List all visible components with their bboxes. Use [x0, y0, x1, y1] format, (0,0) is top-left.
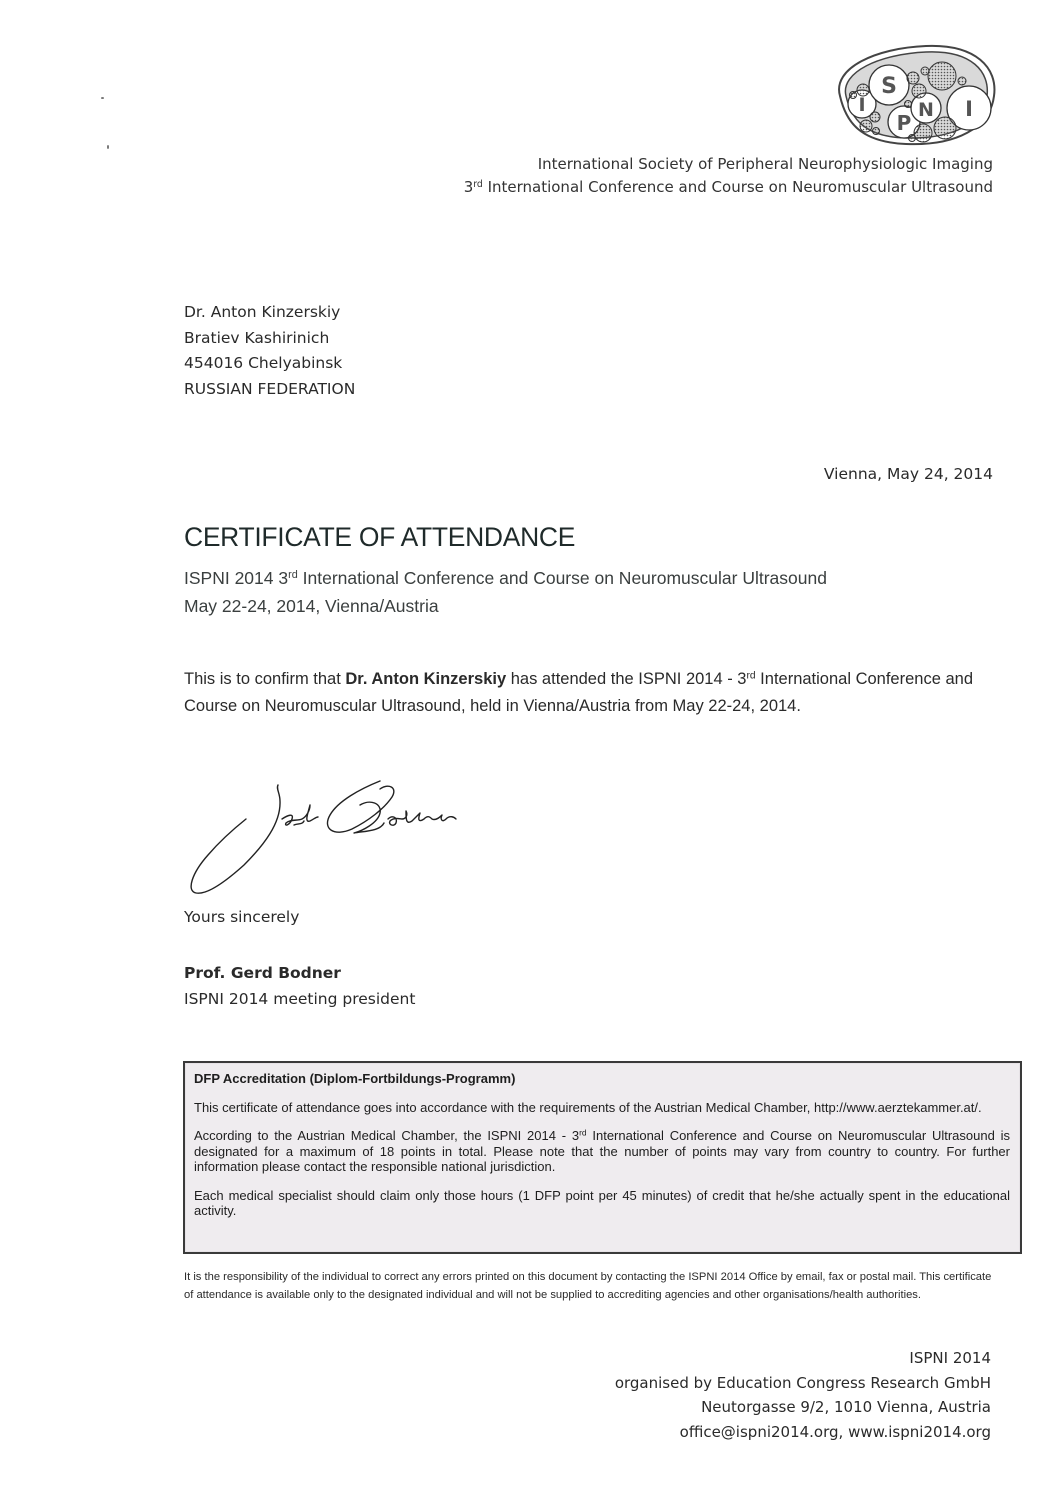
ordinal-suffix: rd [746, 670, 756, 682]
signer-name: Prof. Gerd Bodner [184, 964, 341, 982]
recipient-name: Dr. Anton Kinzerskiy [184, 303, 341, 321]
dfp-paragraph-requirements: This certificate of attendance goes into accordance with the requirements of the Austrian Medical Chamber, http://www.aerztekammer.at/. [194, 1099, 982, 1115]
logo-letter: I [965, 97, 973, 121]
event-name-pre: ISPNI 2014 3 [184, 568, 289, 588]
conference-name [464, 176, 993, 199]
handwritten-signature [184, 775, 514, 900]
dfp-title: DFP Accreditation (Diplom-Fortbildungs-Programm) [194, 1071, 516, 1086]
scan-speck [101, 97, 104, 99]
scan-speck [107, 145, 109, 149]
recipient-country: RUSSIAN FEDERATION [184, 379, 356, 398]
ordinal-number: 3 [463, 178, 474, 196]
body-text-1: This is to confirm that [184, 670, 346, 688]
footer-contact: office@ispni2014.org, www.ispni2014.org [679, 1422, 991, 1441]
dfp-paragraph-points [194, 1128, 1010, 1175]
signer-role: ISPNI 2014 meeting president [184, 990, 416, 1008]
ispni-logo-icon [826, 38, 998, 150]
recipient-address [184, 300, 355, 402]
letter-date: Vienna, May 24, 2014 [823, 465, 993, 483]
body-text-2: has attended the ISPNI 2014 - 3 [506, 670, 747, 688]
certificate-title: CERTIFICATE OF ATTENDANCE [184, 522, 576, 552]
ordinal-suffix: rd [579, 1127, 587, 1138]
closing-salutation: Yours sincerely [184, 908, 300, 926]
recipient-city: 454016 Chelyabinsk [184, 354, 343, 372]
disclaimer-text: It is the responsibility of the individual to correct any errors printed on this document by contacting the ISPNI 2014 Office by email, fax or postal mail. This certificate of attendance is available only to the designated individual and will not be supplied to accrediting agencies and other organisations/health authorities. [184, 1271, 992, 1301]
logo-letter: I [858, 94, 866, 116]
certificate-subtitle [184, 564, 827, 620]
ordinal-suffix: rd [473, 178, 483, 190]
logo-letter: P [896, 111, 912, 135]
signature-icon [184, 775, 514, 900]
ordinal-suffix: rd [288, 569, 298, 582]
event-name-post: International Conference and Course on Neuromuscular Ultrasound [297, 568, 827, 588]
body-text-3: International Conference and Course on Neuromuscular Ultrasound, held in Vienna/Austria from May 22-24, 2014. [184, 670, 973, 715]
organizer-footer [615, 1346, 991, 1444]
dfp-accreditation-box [183, 1061, 1022, 1254]
event-name [184, 564, 827, 592]
society-name: International Society of Peripheral Neurophysiologic Imaging [537, 155, 993, 173]
dfp-points-post: International Conference and Course on Neuromuscular Ultrasound is designated for a maximum of 18 points in total. Please note that the number of points may vary from country to country. For further information please contact the responsible national jurisdiction. [194, 1128, 1010, 1174]
organization-header [464, 153, 993, 199]
attendee-name: Dr. Anton Kinzerskiy [345, 670, 507, 688]
conference-name-text: International Conference and Course on Neuromuscular Ultrasound [482, 178, 993, 196]
logo-letter: S [881, 74, 897, 99]
dfp-paragraph-claim: Each medical specialist should claim only those hours (1 DFP point per 45 minutes) of credit that he/she actually spent in the educational activity. [194, 1187, 1010, 1218]
logo-letter: N [918, 99, 934, 121]
dfp-points-pre: According to the Austrian Medical Chamber, the ISPNI 2014 - 3 [194, 1128, 580, 1143]
confirmation-paragraph [184, 666, 984, 719]
event-dates: May 22-24, 2014, Vienna/Austria [184, 596, 439, 616]
footer-organizer: organised by Education Congress Research GmbH [614, 1373, 991, 1392]
ispni-logo [826, 38, 998, 150]
footer-address: Neutorgasse 9/2, 1010 Vienna, Austria [701, 1398, 991, 1416]
recipient-street: Bratiev Kashirinich [184, 328, 330, 347]
footer-event: ISPNI 2014 [909, 1349, 991, 1367]
